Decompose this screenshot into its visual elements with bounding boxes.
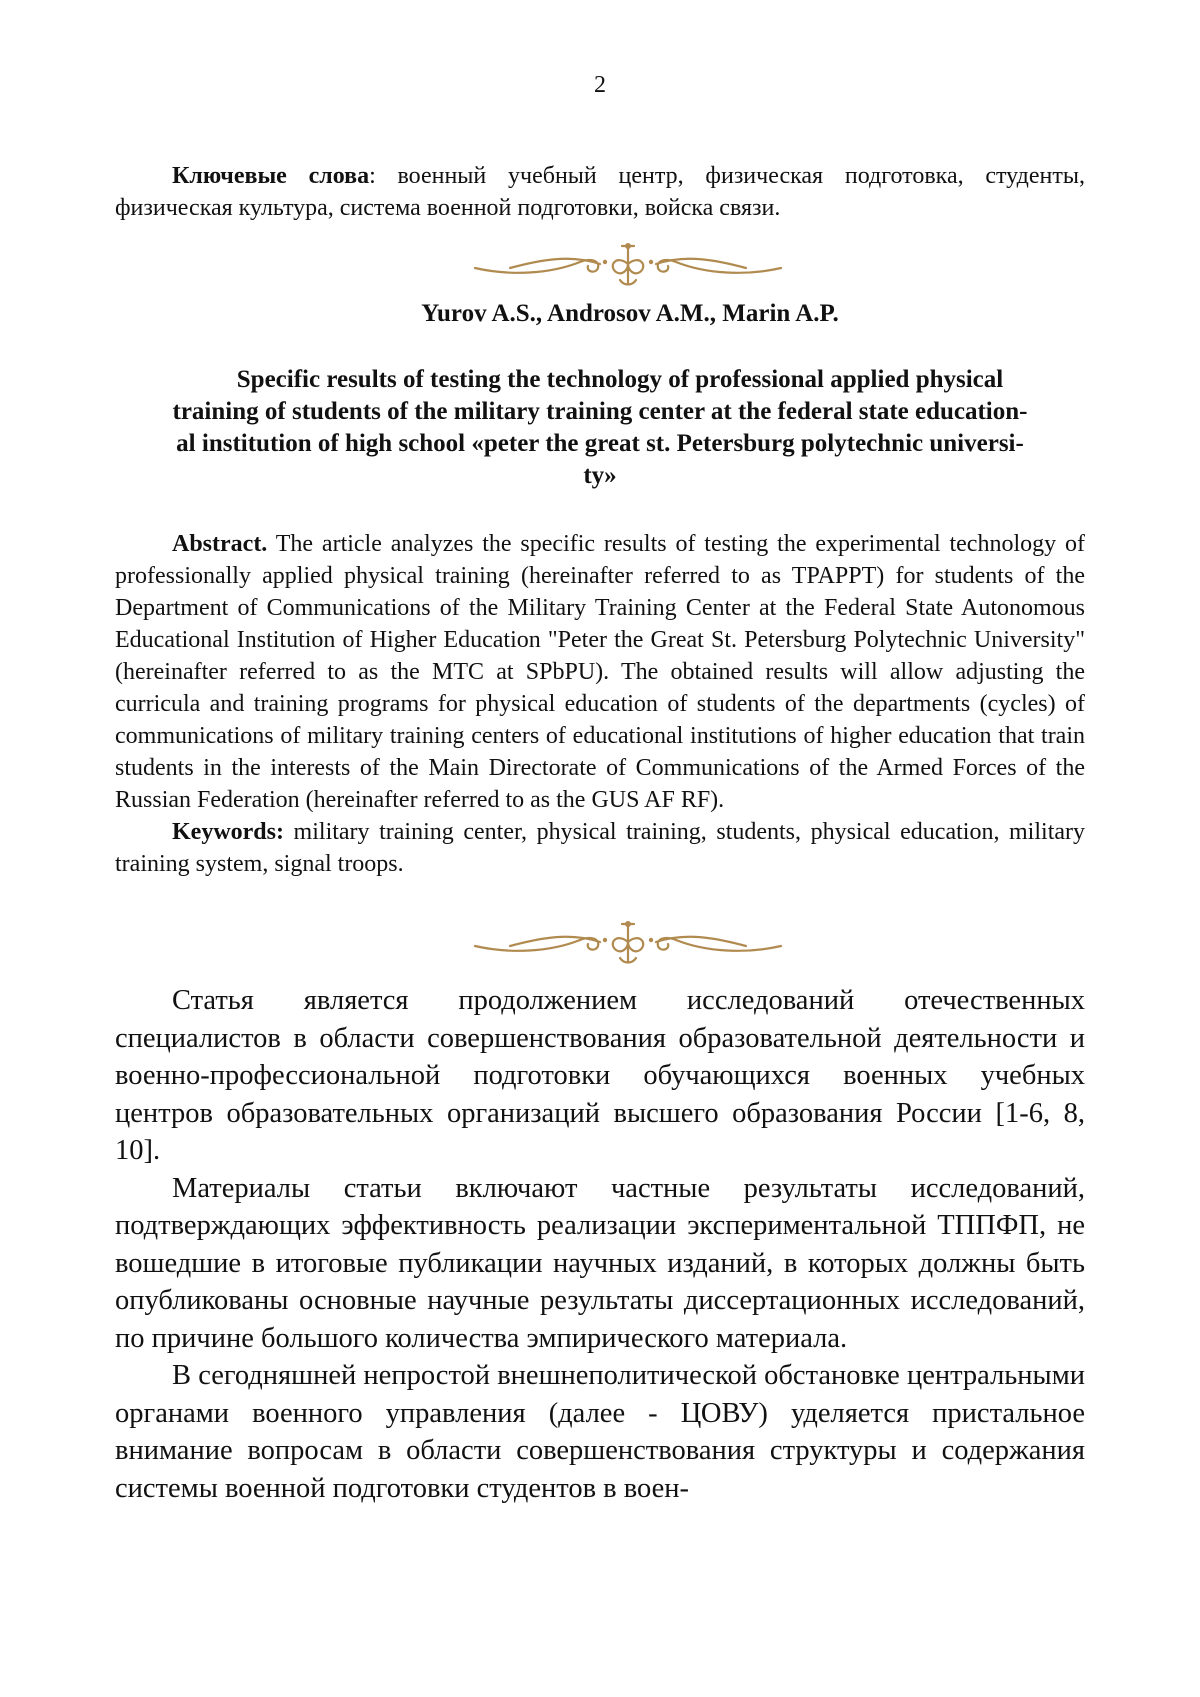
body-paragraph-1: Статья является продолжением исследований отечественных специалистов в области совершенствования образовательной деятельности и военно-профессиональной подготовки обучающихся военных учебных центров образовательных организаций высшего образования России [1-6, 8, 10]. bbox=[115, 985, 1085, 1166]
ru-keywords bbox=[115, 160, 1085, 224]
abstract-text: The article analyzes the specific results of testing the experimental technology of professionally applied physical training (hereinafter referred to as TPAPPT) for students of the Department of Communications of the Military Training Center at the Federal State Autonomous Educational Institution of Higher Education "Peter the Great St. Petersburg Polytechnic University" (hereinafter referred to as the MTC at SPbPU). The obtained results will allow adjusting the curricula and training programs for physical education of students of the departments (cycles) of communications of military training centers of educational institutions of higher education that train students in the interests of the Main Directorate of Communications of the Armed Forces of the Russian Federation (hereinafter referred to as the GUS AF RF). bbox=[115, 531, 1085, 813]
ru-keywords-label: Ключевые слова bbox=[172, 163, 370, 189]
page-number: 2 bbox=[594, 72, 606, 98]
abstract-label: Abstract. bbox=[172, 531, 268, 557]
en-keywords-label: Keywords: bbox=[172, 819, 284, 845]
title-line-2: training of students of the military training center at the federal state education- bbox=[172, 398, 1028, 425]
body-paragraph-2: Материалы статьи включают частные результаты исследований, подтверждающих эффективность реализации экспериментальной ТППФП, не вошедшие в итоговые публикации научных изданий, в которых должны быть опубликованы основные научные результаты диссертационных исследований, по причине большого количества эмпирического материала. bbox=[115, 1172, 1085, 1354]
en-keywords-text: military training center, physical training, students, physical education, military training system, signal troops. bbox=[115, 819, 1085, 877]
authors: Yurov A.S., Androsov A.M., Marin A.P. bbox=[421, 300, 839, 327]
title-line-4: ty» bbox=[583, 462, 617, 489]
ornament-divider-icon bbox=[470, 918, 786, 970]
title-line-1: Specific results of testing the technology of professional applied physical bbox=[236, 366, 1004, 393]
ornament-divider-icon bbox=[470, 240, 786, 292]
article-title bbox=[115, 364, 1085, 492]
title-line-3: al institution of high school «peter the great st. Petersburg polytechnic universi- bbox=[176, 430, 1024, 457]
abstract bbox=[115, 528, 1085, 880]
ru-keywords-text: : военный учебный центр, физическая подготовка, студенты, физическая культура, система военной подготовки, войска связи. bbox=[115, 163, 1085, 221]
body-text bbox=[115, 982, 1085, 1507]
body-paragraph-3: В сегодняшней непростой внешнеполитической обстановке центральными органами военного управления (далее - ЦОВУ) уделяется пристальное внимание вопросам в области совершенствования структуры и содержания системы военной подготовки студентов в воен- bbox=[115, 1360, 1085, 1504]
